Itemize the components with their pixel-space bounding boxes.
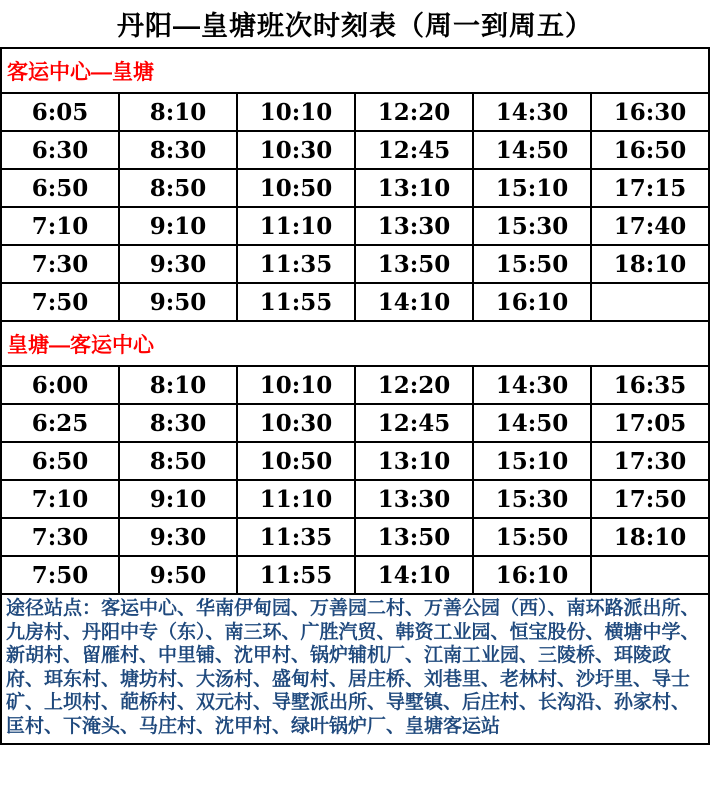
time-cell: 17:30: [591, 442, 709, 480]
time-cell: 11:55: [237, 556, 355, 594]
time-cell: 14:50: [473, 131, 591, 169]
timetable-row: [1, 245, 709, 283]
timetable-row: [1, 93, 709, 131]
time-cell: 9:50: [119, 556, 237, 594]
time-cell: 12:20: [355, 93, 473, 131]
time-cell: 7:10: [1, 207, 119, 245]
time-cell: 15:10: [473, 169, 591, 207]
time-cell: 16:50: [591, 131, 709, 169]
timetable-row: [1, 169, 709, 207]
time-cell: 12:20: [355, 366, 473, 404]
time-cell: 15:30: [473, 480, 591, 518]
time-cell: 14:30: [473, 366, 591, 404]
time-cell: 11:55: [237, 283, 355, 321]
time-cell: 13:30: [355, 480, 473, 518]
section-header-outbound: 客运中心—皇塘: [1, 48, 709, 93]
time-cell: 8:10: [119, 93, 237, 131]
section-header-return: 皇塘—客运中心: [1, 321, 709, 366]
time-cell: 11:10: [237, 207, 355, 245]
time-cell: 6:00: [1, 366, 119, 404]
time-cell: 13:30: [355, 207, 473, 245]
time-cell: 17:50: [591, 480, 709, 518]
time-cell: 15:10: [473, 442, 591, 480]
route-stops-text: 途径站点：客运中心、华南伊甸园、万善园二村、万善公园（西）、南环路派出所、九房村、丹阳中专（东）、南三环、广胜汽贸、韩资工业园、恒宝股份、横塘中学、新胡村、留雁村、中里铺、沈甲村、锅炉辅机厂、江南工业园、三陵桥、珥陵政府、珥东村、塘坊村、大汤村、盛甸村、居庄桥、刘巷里、老林村、沙圩里、导士矿、上坝村、葩桥村、双元村、导墅派出所、导墅镇、后庄村、长沟沿、孙家村、匡村、下淹头、马庄村、沈甲村、绿叶锅炉厂、皇塘客运站: [1, 594, 709, 744]
time-cell: 13:50: [355, 245, 473, 283]
section-outbound: [1, 48, 709, 321]
time-cell: 14:10: [355, 556, 473, 594]
schedule-table: [0, 47, 710, 745]
time-cell: 13:10: [355, 169, 473, 207]
time-cell: 13:50: [355, 518, 473, 556]
time-cell: 18:10: [591, 518, 709, 556]
timetable-row: [1, 404, 709, 442]
time-cell: 15:50: [473, 245, 591, 283]
time-cell: 10:50: [237, 442, 355, 480]
time-cell: 7:50: [1, 283, 119, 321]
timetable-row: [1, 442, 709, 480]
timetable-row: [1, 207, 709, 245]
time-cell: 6:25: [1, 404, 119, 442]
time-cell: 17:15: [591, 169, 709, 207]
time-cell: 16:10: [473, 556, 591, 594]
section-return: [1, 321, 709, 594]
timetable-row: [1, 518, 709, 556]
section-header-row: [1, 48, 709, 93]
footer-section: [1, 594, 709, 744]
time-cell: 12:45: [355, 404, 473, 442]
timetable-row: [1, 366, 709, 404]
time-cell: 9:10: [119, 207, 237, 245]
time-cell: 9:10: [119, 480, 237, 518]
time-cell: 16:30: [591, 93, 709, 131]
time-cell: 14:50: [473, 404, 591, 442]
time-cell: 12:45: [355, 131, 473, 169]
timetable-row: [1, 283, 709, 321]
time-cell: 8:30: [119, 131, 237, 169]
timetable-row: [1, 131, 709, 169]
time-cell: 10:30: [237, 131, 355, 169]
time-cell: 17:40: [591, 207, 709, 245]
time-cell: 9:50: [119, 283, 237, 321]
time-cell: 6:30: [1, 131, 119, 169]
time-cell: 18:10: [591, 245, 709, 283]
time-cell: 10:10: [237, 366, 355, 404]
time-cell: 6:05: [1, 93, 119, 131]
time-cell: 14:10: [355, 283, 473, 321]
time-cell: 10:50: [237, 169, 355, 207]
time-cell: 8:10: [119, 366, 237, 404]
time-cell: 7:30: [1, 245, 119, 283]
time-cell: 11:35: [237, 245, 355, 283]
time-cell: 14:30: [473, 93, 591, 131]
page-title: 丹阳—皇塘班次时刻表（周一到周五）: [117, 11, 593, 41]
time-cell: 15:30: [473, 207, 591, 245]
footer-row: [1, 594, 709, 744]
time-cell: 7:50: [1, 556, 119, 594]
time-cell: 9:30: [119, 245, 237, 283]
time-cell: 11:35: [237, 518, 355, 556]
time-cell: 8:30: [119, 404, 237, 442]
time-cell: 17:05: [591, 404, 709, 442]
time-cell: 15:50: [473, 518, 591, 556]
time-cell: 16:35: [591, 366, 709, 404]
section-header-row: [1, 321, 709, 366]
time-cell: 7:30: [1, 518, 119, 556]
time-cell: 10:30: [237, 404, 355, 442]
time-cell: 10:10: [237, 93, 355, 131]
time-cell: 8:50: [119, 442, 237, 480]
time-cell: 13:10: [355, 442, 473, 480]
time-cell: 16:10: [473, 283, 591, 321]
time-cell: 6:50: [1, 169, 119, 207]
time-cell: 8:50: [119, 169, 237, 207]
timetable-row: [1, 556, 709, 594]
time-cell: [591, 556, 709, 594]
time-cell: 9:30: [119, 518, 237, 556]
time-cell: [591, 283, 709, 321]
timetable-row: [1, 480, 709, 518]
time-cell: 7:10: [1, 480, 119, 518]
time-cell: 6:50: [1, 442, 119, 480]
time-cell: 11:10: [237, 480, 355, 518]
